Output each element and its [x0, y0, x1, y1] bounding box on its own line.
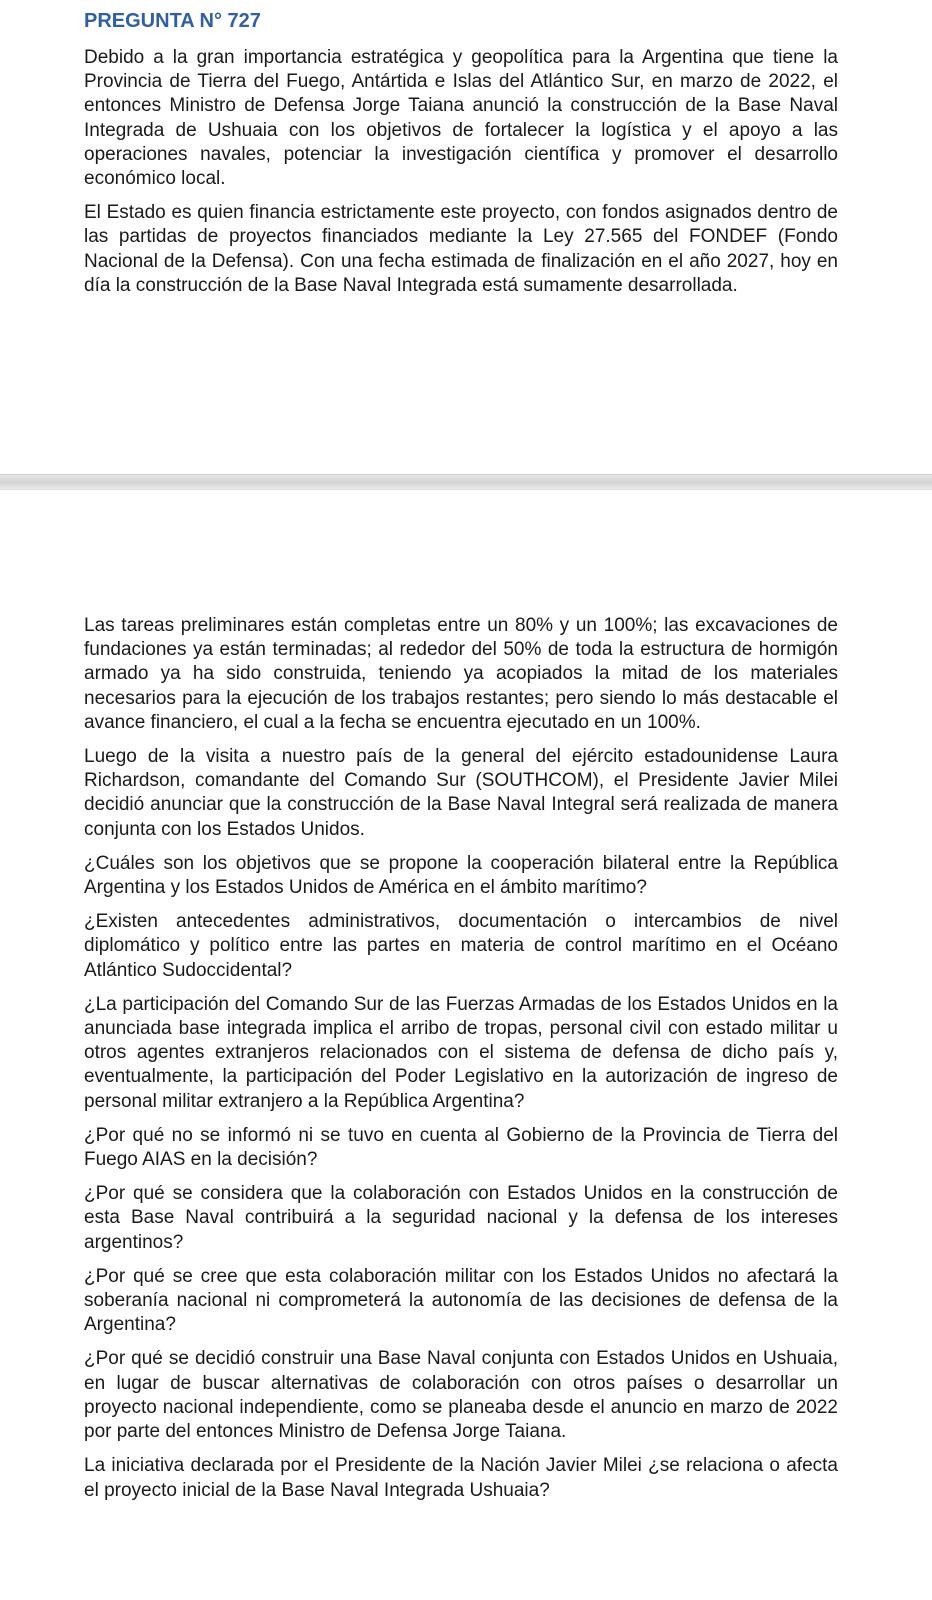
document-page-top — [84, 8, 838, 308]
paragraph: El Estado es quien financia estrictamente este proyecto, con fondos asignados dentro de las partidas de proyectos financiados mediante la Ley 27.565 del FONDEF (Fondo Nacional de la Defensa). Con una fecha estimada de finalización en el año 2027, hoy en día la construcción de la Base Naval Integrada está sumamente desarrollada. — [84, 202, 838, 296]
question-paragraph: ¿Por qué se decidió construir una Base Naval conjunta con Estados Unidos en Ushuaia, en lugar de buscar alternativas de colaboración con otros países o desarrollar un proyecto nacional independiente, como se planeaba desde el anuncio en marzo de 2022 por parte del entonces Ministro de Defensa Jorge Taiana. — [84, 1348, 838, 1443]
paragraph: Luego de la visita a nuestro país de la general del ejército estadounidense Laura Richardson, comandante del Comando Sur (SOUTHCOM), el Presidente Javier Milei decidió anunciar que la construcción de la Base Naval Integral será realizada de manera conjunta con los Estados Unidos. — [84, 746, 838, 840]
paragraph: Las tareas preliminares están completas entre un 80% y un 100%; las excavaciones de fundaciones ya están terminadas; al rededor del 50% de toda la estructura de hormigón armado ya ha sido construida, teniendo ya acopiados la mitad de los materiales necesarios para la ejecución de los trabajos restantes; pero siendo lo más destacable el avance financiero, el cual a la fecha se encuentra ejecutado en un 100%. — [84, 615, 838, 733]
question-paragraph: ¿Cuáles son los objetivos que se propone la cooperación bilateral entre la República Argentina y los Estados Unidos de América en el ámbito marítimo? — [84, 852, 838, 899]
page-separator — [0, 474, 932, 490]
question-paragraph: ¿La participación del Comando Sur de las Fuerzas Armadas de los Estados Unidos en la anunciada base integrada implica el arribo de tropas, personal civil con estado militar u otros agentes extranjeros relacionados con el sistema de defensa de dicho país y, eventualmente, la participación del Poder Legislativo en la autorización de ingreso de personal militar extranjero a la República Argentina? — [84, 993, 838, 1112]
question-paragraph: La iniciativa declarada por el Presidente de la Nación Javier Milei ¿se relaciona o afecta el proyecto inicial de la Base Naval Integrada Ushuaia? — [84, 1455, 838, 1501]
paragraph: Debido a la gran importancia estratégica y geopolítica para la Argentina que tiene la Provincia de Tierra del Fuego, Antártida e Islas del Atlántico Sur, en marzo de 2022, el entonces Ministro de Defensa Jorge Taiana anunció la construcción de la Base Naval Integrada de Ushuaia con los objetivos de fortalecer la logística y el apoyo a las operaciones navales, potenciar la investigación científica y promover el desarrollo económico local. — [84, 47, 838, 190]
question-paragraph: ¿Por qué se considera que la colaboración con Estados Unidos en la construcción de esta Base Naval contribuirá a la seguridad nacional y la defensa de los intereses argentinos? — [84, 1183, 838, 1253]
question-paragraph: ¿Existen antecedentes administrativos, documentación o intercambios de nivel diplomático y político entre las partes en materia de control marítimo en el Océano Atlántico Sudoccidental? — [84, 911, 838, 981]
question-paragraph: ¿Por qué se cree que esta colaboración militar con los Estados Unidos no afectará la soberanía nacional ni comprometerá la autonomía de las decisiones de defensa de la Argentina? — [84, 1265, 838, 1336]
question-heading: PREGUNTA N° 727 — [84, 10, 261, 32]
question-paragraph: ¿Por qué no se informó ni se tuvo en cuenta al Gobierno de la Provincia de Tierra del Fuego AIAS en la decisión? — [84, 1124, 838, 1171]
document-page-bottom — [84, 614, 838, 1513]
